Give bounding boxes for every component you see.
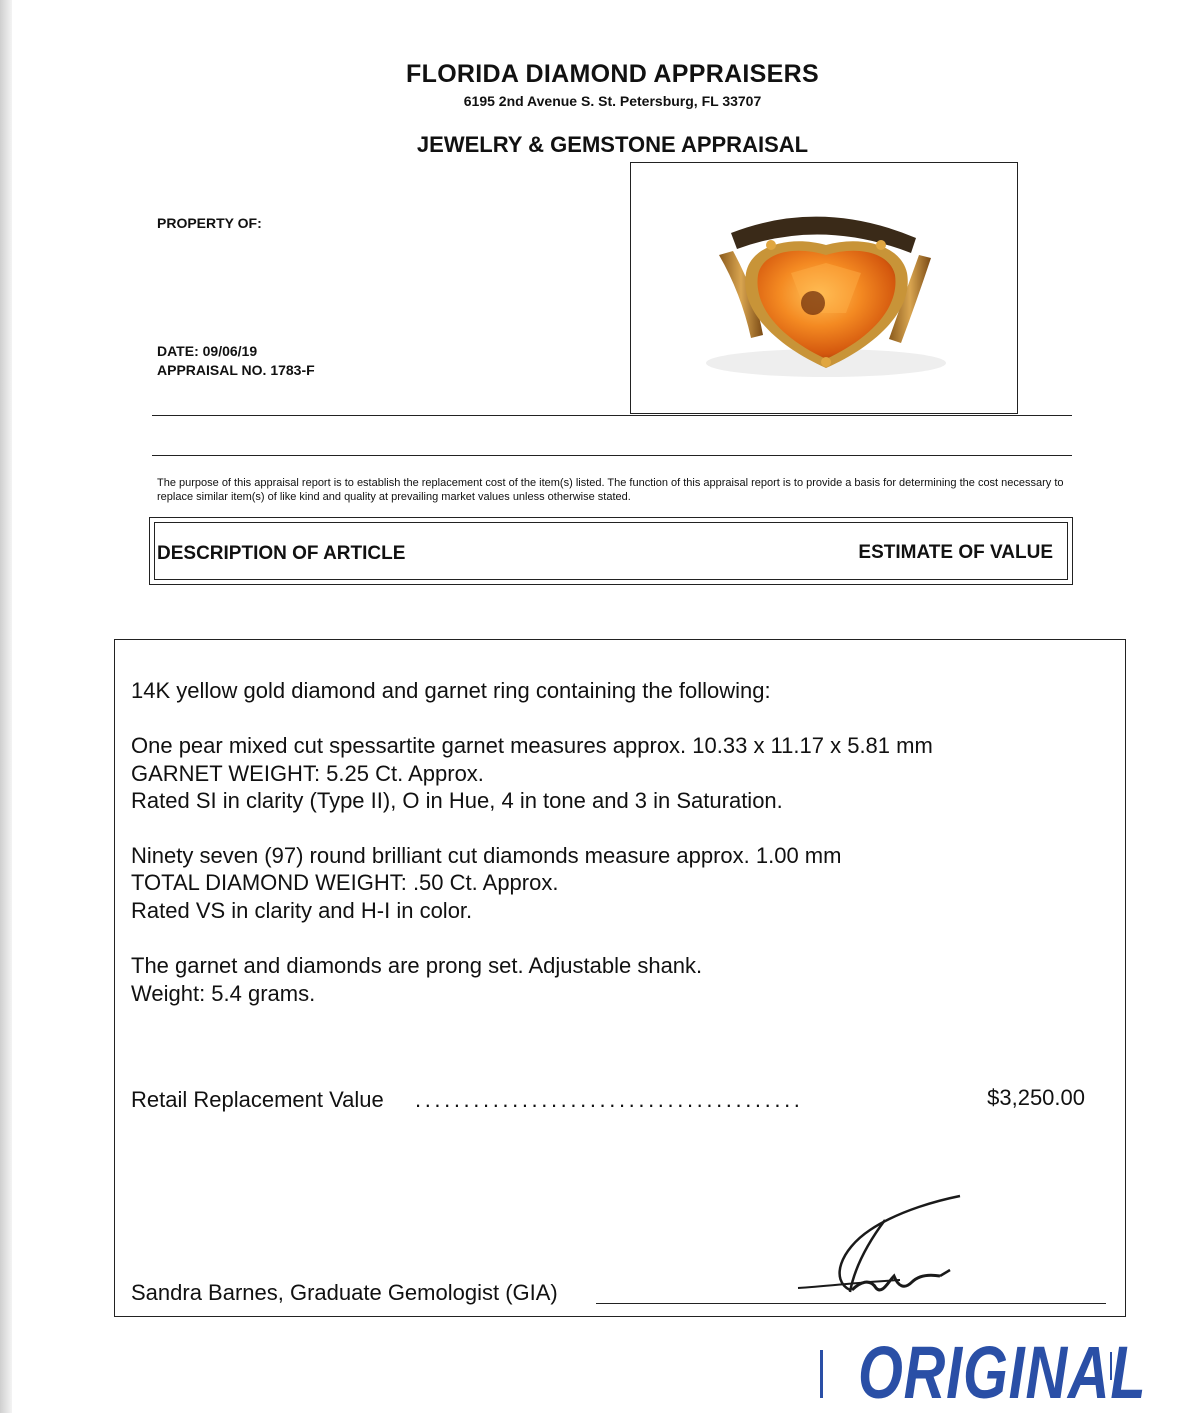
letterhead [0, 60, 1200, 109]
diamond-rating: Rated VS in clarity and H-I in color. [131, 898, 473, 923]
company-name: FLORIDA DIAMOND APPRAISERS [406, 60, 819, 88]
signer-name: Sandra Barnes, Graduate Gemologist (GIA) [131, 1280, 558, 1305]
original-stamp: ORIGINAL [858, 1331, 1147, 1414]
garnet-measurement: One pear mixed cut spessartite garnet measures approx. 10.33 x 11.17 x 5.81 mm [131, 733, 933, 758]
table-header [149, 517, 1073, 585]
diamond-weight: TOTAL DIAMOND WEIGHT: .50 Ct. Approx. [131, 870, 559, 895]
value-label: Retail Replacement Value [131, 1087, 384, 1112]
handwritten-signature [790, 1190, 970, 1310]
date-line: DATE: 09/06/19 [157, 343, 258, 359]
estimate-header: ESTIMATE OF VALUE [858, 542, 1053, 563]
article-intro: 14K yellow gold diamond and garnet ring containing the following: [131, 678, 771, 703]
garnet-rating: Rated SI in clarity (Type II), O in Hue, 4 in tone and 3 in Saturation. [131, 788, 783, 813]
value-leader-dots: ........................................ [415, 1087, 804, 1112]
purpose-statement: The purpose of this appraisal report is to establish the replacement cost of the item(s) listed. The function of this appraisal report is to provide a basis for determining the cost necessary to replace similar item(s) of like kind and quality at prevailing market values unless otherwise stated. [157, 477, 1064, 503]
blank-rule [152, 455, 1072, 456]
company-address: 6195 2nd Avenue S. St. Petersburg, FL 33707 [463, 93, 762, 109]
appraisal-number: APPRAISAL NO. 1783-F [157, 362, 315, 378]
table-header-inner [154, 522, 1068, 580]
stamp-mark-left [820, 1350, 823, 1398]
garnet-weight: GARNET WEIGHT: 5.25 Ct. Approx. [131, 761, 484, 786]
value-amount: $3,250.00 [987, 1085, 1085, 1110]
diamond-measurement: Ninety seven (97) round brilliant cut diamonds measure approx. 1.00 mm [131, 843, 842, 868]
description-header: DESCRIPTION OF ARTICLE [157, 543, 406, 564]
item-photo [630, 162, 1018, 414]
ring-illustration [631, 163, 1017, 413]
article-description [114, 639, 1126, 1317]
item-weight: Weight: 5.4 grams. [131, 981, 316, 1006]
scan-edge [0, 0, 12, 1413]
setting-description: The garnet and diamonds are prong set. Adjustable shank. [131, 953, 703, 978]
property-rule [152, 415, 1072, 416]
document-title: JEWELRY & GEMSTONE APPRAISAL [416, 132, 809, 157]
property-of-label: PROPERTY OF: [157, 215, 262, 231]
